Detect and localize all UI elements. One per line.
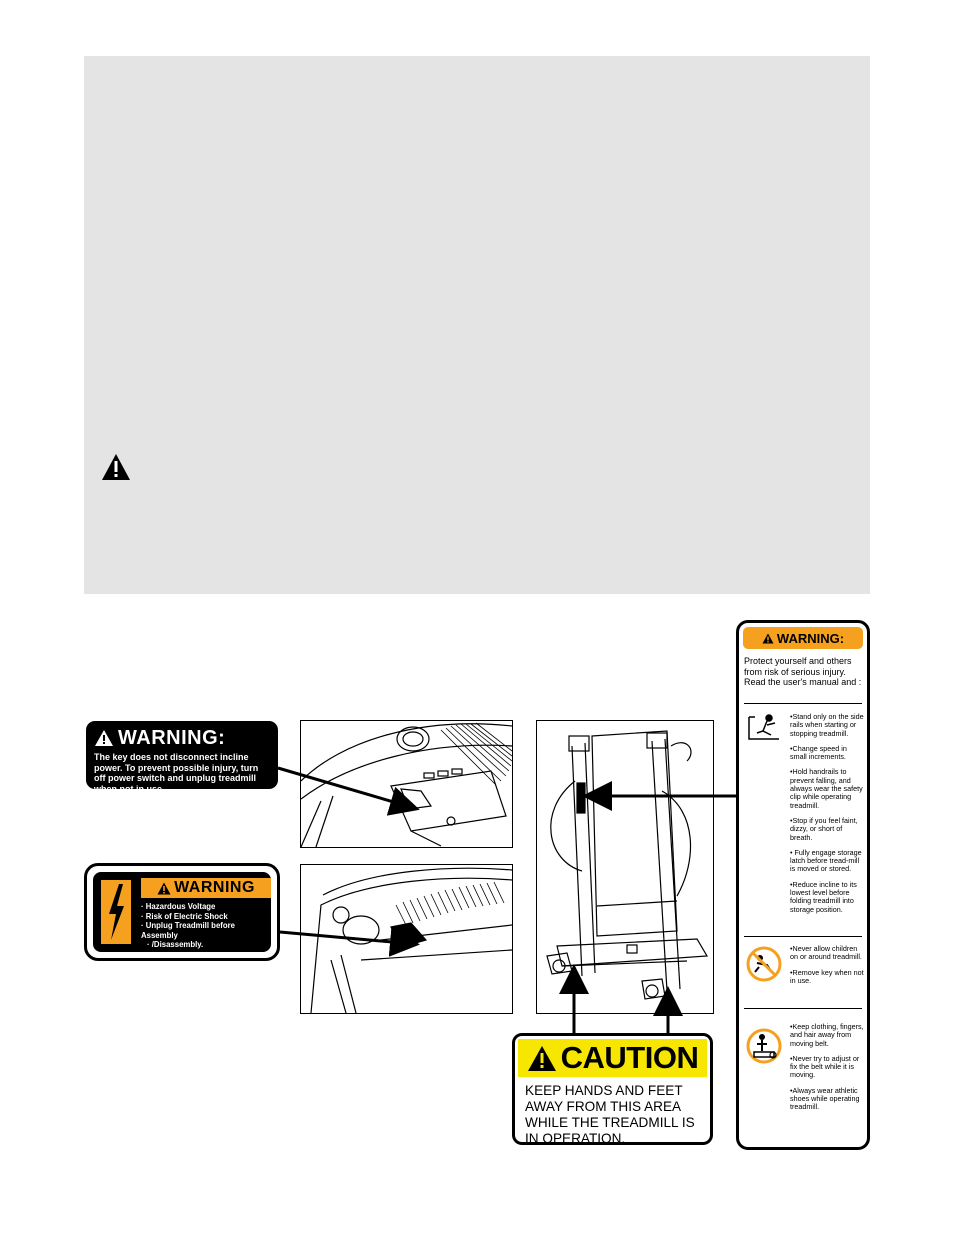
shaded-warning-panel bbox=[84, 56, 870, 594]
divider bbox=[744, 703, 862, 704]
list-item: · Unplug Treadmill before Assembly bbox=[141, 921, 271, 940]
tall-warning-section-3 bbox=[790, 1023, 864, 1119]
list-item: · Risk of Electric Shock bbox=[141, 912, 271, 922]
list-item: •Remove key when not in use. bbox=[790, 967, 864, 985]
warning-triangle-icon bbox=[527, 1045, 557, 1072]
list-item: •Never try to adjust or fix the belt while it is moving. bbox=[790, 1053, 860, 1080]
list-item: •Always wear athletic shoes while operating treadmill. bbox=[790, 1085, 860, 1112]
treadmill-illustration bbox=[536, 720, 714, 1014]
key-warning-text: The key does not disconnect incline power. To prevent possible injury, turn off power switch and unplug treadmill when not in use. bbox=[94, 752, 259, 794]
treadmill-warning-label bbox=[736, 620, 870, 1150]
divider bbox=[744, 1008, 862, 1009]
list-item: •Reduce incline to its lowest level before folding treadmill into storage position. bbox=[790, 879, 857, 914]
caution-label bbox=[512, 1033, 713, 1145]
list-item: · /Disassembly. bbox=[141, 940, 271, 950]
warning-triangle-icon bbox=[157, 882, 171, 895]
tall-warning-title: WARNING: bbox=[776, 630, 845, 646]
list-item: •Stop if you feel faint, dizzy, or short of breath. bbox=[790, 815, 858, 842]
list-item: •Hold handrails to prevent falling, and always wear the safety clip while operating treadmill. bbox=[790, 767, 863, 810]
lightning-bolt-icon bbox=[101, 880, 131, 944]
tall-warning-intro: Protect yourself and others from risk of serious injury. Read the user's manual and : bbox=[744, 656, 862, 687]
no-children-icon bbox=[745, 945, 783, 983]
warning-triangle-icon bbox=[101, 453, 131, 481]
list-item: • Fully engage storage latch before tread-mill is moved or stored. bbox=[790, 847, 862, 874]
voltage-warning-label bbox=[84, 863, 280, 961]
caution-text: KEEP HANDS AND FEET AWAY FROM THIS AREA WHILE THE TREADMILL IS IN OPERATION. bbox=[525, 1083, 695, 1146]
list-item: •Never allow children on or around treadmill. bbox=[790, 944, 862, 962]
warning-triangle-icon bbox=[762, 633, 774, 644]
side-rails-icon bbox=[745, 709, 783, 747]
divider bbox=[744, 936, 862, 937]
motor-hood-illustration bbox=[300, 864, 513, 1014]
moving-belt-icon bbox=[745, 1027, 783, 1065]
caution-title: CAUTION bbox=[560, 1040, 699, 1075]
warning-triangle-icon bbox=[94, 729, 114, 747]
list-item: •Change speed in small increments. bbox=[790, 743, 847, 762]
voltage-warning-title: WARNING bbox=[174, 879, 255, 896]
console-illustration bbox=[300, 720, 513, 848]
tall-warning-section-1 bbox=[790, 713, 864, 921]
list-item: · Hazardous Voltage bbox=[141, 902, 271, 912]
list-item: •Stand only on the side rails when starting or stopping treadmill. bbox=[790, 712, 864, 738]
key-warning-label bbox=[86, 721, 278, 794]
list-item: •Keep clothing, fingers, and hair away from moving belt. bbox=[790, 1022, 864, 1048]
voltage-warning-list bbox=[141, 902, 271, 950]
key-warning-title: WARNING: bbox=[118, 727, 226, 749]
tall-warning-section-2 bbox=[790, 945, 864, 992]
